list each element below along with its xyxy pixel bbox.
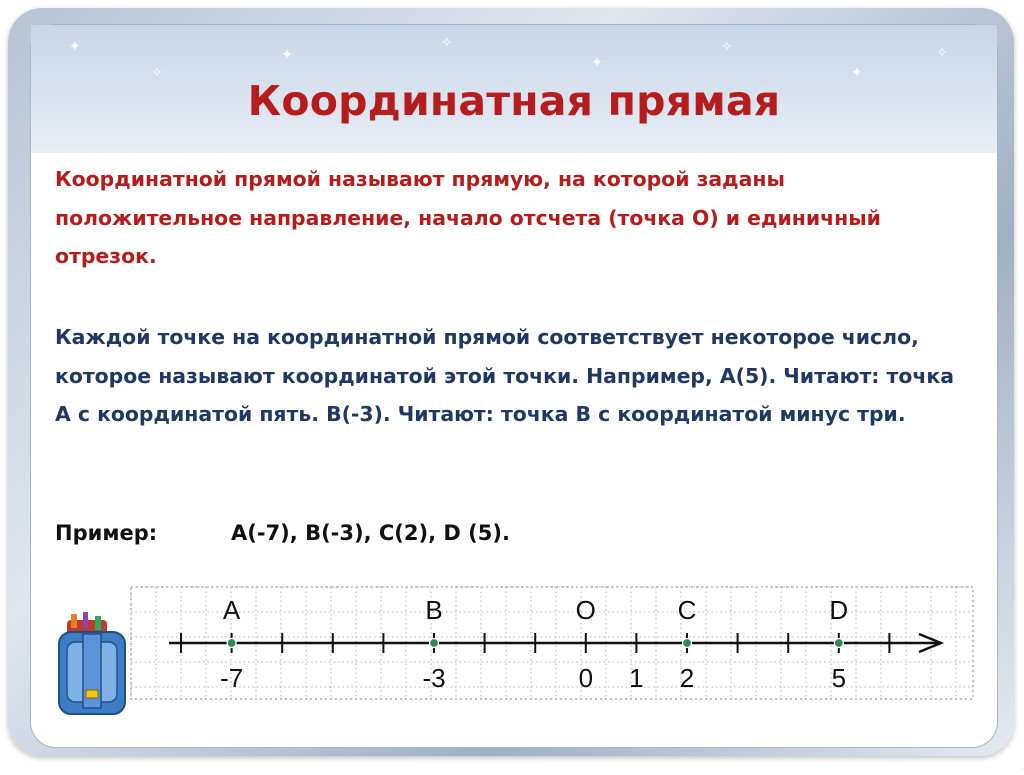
star-decoration: ✧ — [151, 65, 163, 81]
star-decoration: ✧ — [721, 39, 733, 55]
unit-tick-label: 1 — [629, 663, 644, 693]
point-coordinate-label: 5 — [831, 663, 847, 693]
point-letter-label: B — [425, 595, 443, 625]
point-marker — [227, 639, 236, 648]
star-decoration: ✦ — [591, 55, 603, 71]
star-decoration: ✦ — [851, 65, 863, 81]
star-decoration: ✧ — [936, 45, 948, 61]
example-label: Пример: — [55, 521, 158, 545]
star-decoration: ✦ — [281, 47, 293, 63]
point-coordinate-label: -7 — [220, 663, 244, 693]
point-letter-label: A — [222, 595, 241, 625]
point-coordinate-label: 0 — [578, 663, 594, 693]
explanation-paragraph: Каждой точке на координатной прямой соответствует некоторое число, которое называют координатой этой точки. Например, А(5). Читают: точка А с координатой пять. В(-3). Читают: точка В с координатой минус три. — [55, 325, 954, 426]
point-marker — [430, 639, 439, 648]
point-letter-label: D — [829, 595, 849, 625]
point-letter-label: O — [575, 595, 596, 625]
star-decoration: ✧ — [441, 35, 453, 51]
star-decoration: ✦ — [69, 39, 81, 55]
point-marker — [834, 639, 843, 648]
definition-paragraph: Координатной прямой называют прямую, на которой заданы положительное направление, начало отсчета (точка О) и единичный отрезок. — [55, 167, 881, 268]
example-points: А(-7), В(-3), С(2), D (5). — [231, 521, 510, 545]
number-line-diagram — [129, 585, 975, 701]
backpack-icon — [53, 608, 133, 718]
point-coordinate-label: -3 — [422, 663, 446, 693]
slide-panel — [30, 24, 1024, 775]
point-letter-label: C — [677, 595, 697, 625]
point-coordinate-label: 2 — [679, 663, 695, 693]
slide-title: Координатная прямая — [247, 77, 781, 125]
example-row — [55, 521, 510, 545]
watermark: · — [1021, 765, 1024, 775]
point-marker — [683, 639, 692, 648]
